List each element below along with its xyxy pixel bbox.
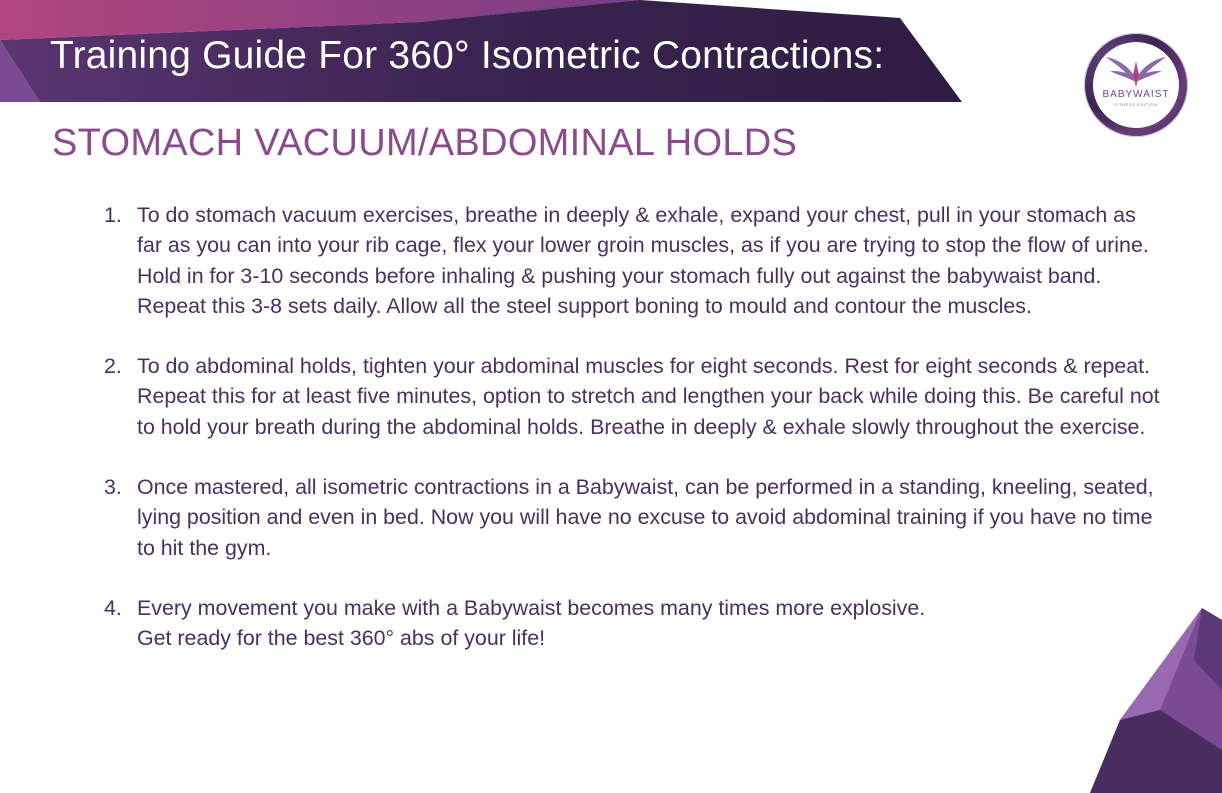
- section-heading: STOMACH VACUUM/ABDOMINAL HOLDS: [52, 122, 798, 164]
- step-number: 3.: [104, 475, 122, 500]
- steps-list: [104, 200, 1164, 684]
- step-number: 1.: [104, 203, 122, 227]
- step-text: Once mastered, all isometric contractions in a Babywaist, can be performed in a standing, kneeling, seated, lying position and even in bed. Now you will have no excuse to avoid abdominal training if you have no time to hit the gym.: [137, 475, 1154, 560]
- step-item: [104, 593, 1164, 654]
- wings-icon: [1104, 49, 1168, 93]
- step-text: To do abdominal holds, tighten your abdominal muscles for eight seconds. Rest for eight seconds & repeat. Repeat this for at least five minutes, option to stretch and lengthen your back while doing this. Be careful not to hold your breath during the abdominal holds. Breathe in deeply & exhale slowly throughout the exercise.: [137, 354, 1160, 439]
- babywaist-logo: [1084, 33, 1188, 137]
- logo-text: BABYWAIST: [1102, 89, 1170, 100]
- step-text: To do stomach vacuum exercises, breathe in deeply & exhale, expand your chest, pull in your stomach as far as you can into your rib cage, flex your lower groin muscles, as if you are trying to stop the flow of urine. Hold in for 3-10 seconds before inhaling & pushing your stomach fully out against the babywaist band. Repeat this 3-8 sets daily. Allow all the steel support boning to mould and contour the muscles.: [137, 203, 1149, 318]
- step-item: [104, 200, 1164, 321]
- step-item: [104, 351, 1164, 442]
- corner-decoration: [1090, 600, 1222, 793]
- step-text-line-1: Every movement you make with a Babywaist becomes many times more explosive.: [137, 595, 926, 620]
- page-title: Training Guide For 360° Isometric Contractions:: [50, 34, 885, 77]
- step-number: 4.: [104, 595, 122, 620]
- step-number: 2.: [104, 354, 122, 379]
- step-item: [104, 472, 1164, 563]
- logo-subtext: FITNESS EDITION: [1114, 102, 1158, 107]
- step-text-line-2: Get ready for the best 360° abs of your life!: [137, 626, 546, 651]
